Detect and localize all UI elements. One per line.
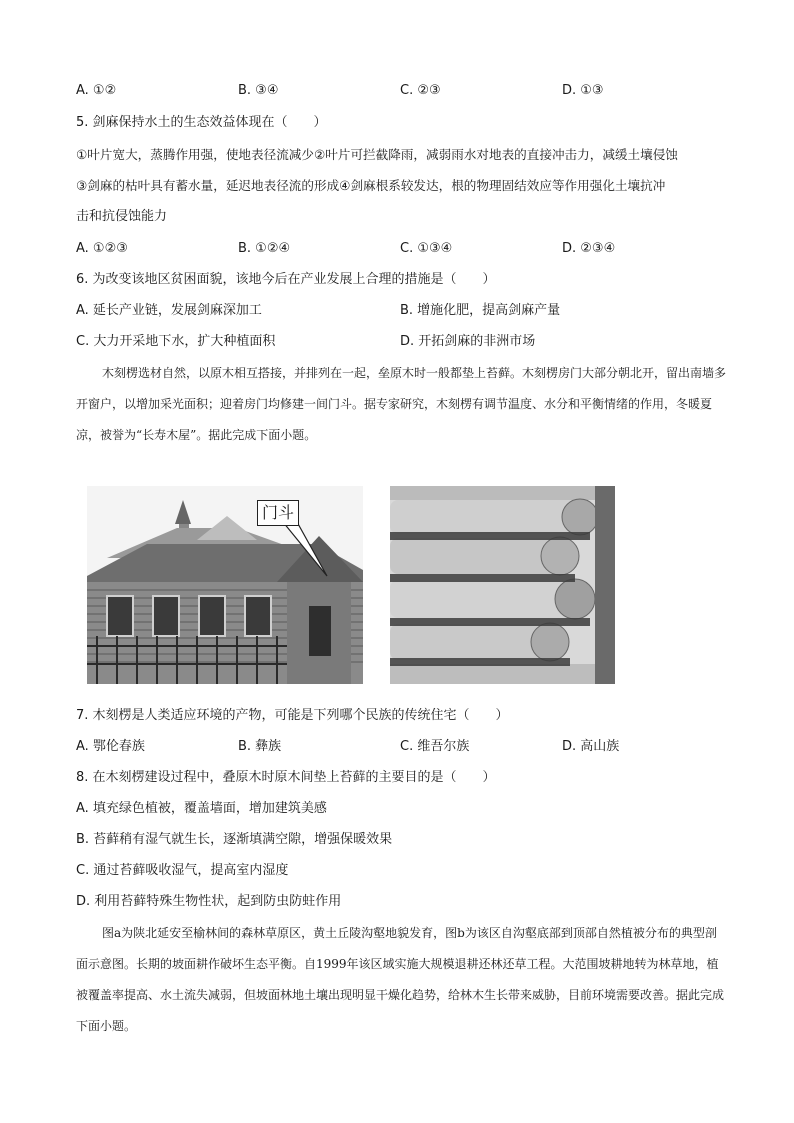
q6-option-c: C. 大力开采地下水，扩大种植面积 bbox=[76, 334, 276, 349]
wooden-house-illustration bbox=[87, 486, 363, 684]
q4-option-b: B. ③④ bbox=[238, 83, 279, 98]
passage-wooden-house: 木刻楞选材自然，以原木相互搭接，并排列在一起，垒原木时一般都垫上苔藓。木刻楞房门大部分朝北开，留出南墙多开窗户，以增加采光面积；迎着房门均修建一间门斗。据专家研究，木刻楞有调节温度、水分和平衡情绪的作用，冬暖夏凉，被誉为“长寿木屋”。据此完成下面小题。 bbox=[76, 366, 727, 442]
q5-option-d: D. ②③④ bbox=[562, 241, 616, 256]
q6-stem: 6. 为改变该地区贫困面貌，该地今后在产业发展上合理的措施是（ ） bbox=[76, 272, 496, 287]
logs-illustration bbox=[390, 486, 615, 684]
q6-option-a: A. 延长产业链，发展剑麻深加工 bbox=[76, 303, 262, 318]
q8-option-a: A. 填充绿色植被，覆盖墙面，增加建筑美感 bbox=[76, 801, 327, 816]
q7-stem: 7. 木刻楞是人类适应环境的产物，可能是下列哪个民族的传统住宅（ ） bbox=[76, 708, 509, 723]
q5-line-3: 击和抗侵蚀能力 bbox=[76, 209, 168, 224]
q4-option-a: A. ①② bbox=[76, 83, 117, 98]
q8-stem: 8. 在木刻楞建设过程中，叠原木时原木间垫上苔藓的主要目的是（ ） bbox=[76, 770, 496, 785]
q6-option-b: B. 增施化肥，提高剑麻产量 bbox=[400, 303, 561, 318]
q7-option-b: B. 彝族 bbox=[238, 739, 282, 754]
q5-stem: 5. 剑麻保持水土的生态效益体现在（ ） bbox=[76, 115, 327, 130]
moss-logs-photo bbox=[390, 486, 615, 684]
wooden-house-photo bbox=[87, 486, 363, 684]
q5-line-1: ①叶片宽大，蒸腾作用强，使地表径流减少②叶片可拦截降雨，减弱雨水对地表的直接冲击力，减缓土壤侵蚀 bbox=[76, 147, 678, 162]
q5-option-b: B. ①②④ bbox=[238, 241, 291, 256]
q7-option-c: C. 维吾尔族 bbox=[400, 739, 470, 754]
q6-option-d: D. 开拓剑麻的非洲市场 bbox=[400, 334, 536, 349]
q7-option-a: A. 鄂伦春族 bbox=[76, 739, 145, 754]
q4-option-c: C. ②③ bbox=[400, 83, 441, 98]
q7-option-d: D. 高山族 bbox=[562, 739, 620, 754]
passage-loess-plateau: 图a为陕北延安至榆林间的森林草原区，黄土丘陵沟壑地貌发育，图b为该区自沟壑底部到顶部自然植被分布的典型剖面示意图。长期的坡面耕作破坏生态平衡。自1999年该区域实施大规模退耕还林还草工程。大范围坡耕地转为林草地，植被覆盖率提高、水土流失减弱，但坡面林地土壤出现明显干燥化趋势，给林木生长带来威胁，目前环境需要改善。据此完成下面小题。 bbox=[76, 926, 725, 1033]
q5-option-c: C. ①③④ bbox=[400, 241, 453, 256]
q8-option-c: C. 通过苔藓吸收湿气，提高室内湿度 bbox=[76, 863, 289, 878]
callout-men-dou: 门斗 bbox=[257, 500, 299, 526]
q8-option-d: D. 利用苔藓特殊生物性状，起到防虫防蛀作用 bbox=[76, 894, 342, 909]
q4-option-d: D. ①③ bbox=[562, 83, 604, 98]
q5-line-2: ③剑麻的枯叶具有蓄水量，延迟地表径流的形成④剑麻根系较发达，根的物理固结效应等作用强化土壤抗冲 bbox=[76, 178, 666, 193]
q5-option-a: A. ①②③ bbox=[76, 241, 128, 256]
q8-option-b: B. 苔藓稍有湿气就生长，逐渐填满空隙，增强保暖效果 bbox=[76, 832, 393, 847]
